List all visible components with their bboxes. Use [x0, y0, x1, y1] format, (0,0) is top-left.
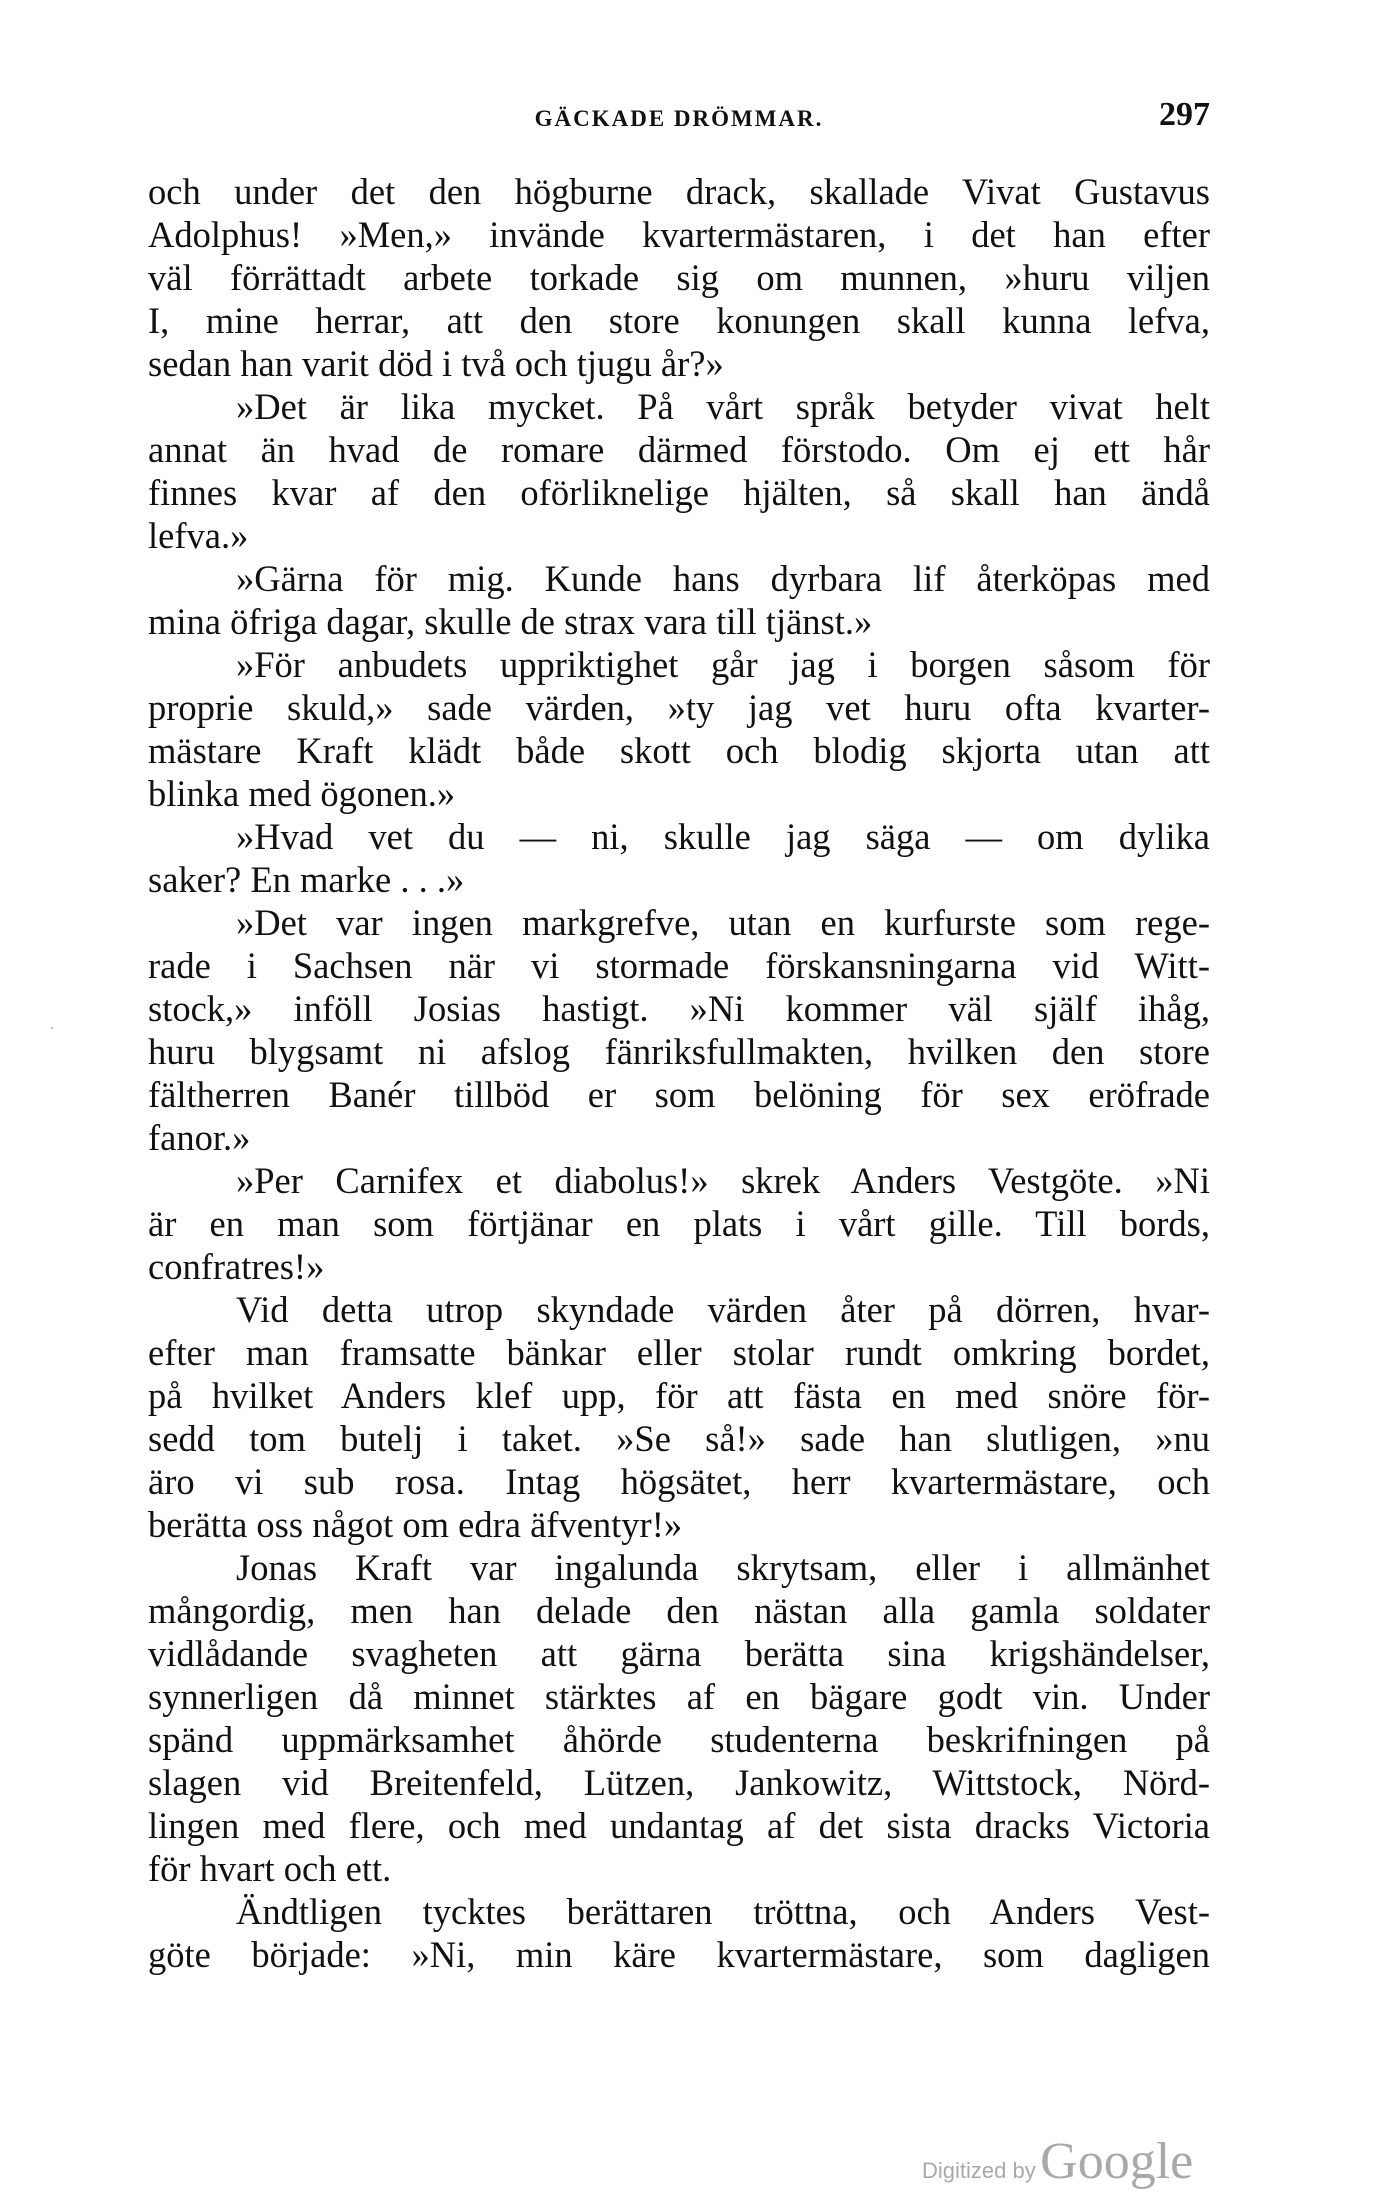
text-line: synnerligen då minnet stärktes af en bägare godt vin. Under — [148, 1676, 1210, 1717]
scan-speck — [51, 1027, 53, 1029]
text-line: och under det den högburne drack, skallade Vivat Gustavus — [148, 171, 1210, 212]
text-line: mästare Kraft klädt både skott och blodig skjorta utan att — [148, 730, 1210, 771]
text-line: Vid detta utrop skyndade värden åter på dörren, hvar- — [236, 1289, 1210, 1330]
text-line: saker? En marke . . .» — [148, 859, 465, 900]
running-title: GÄCKADE DRÖMMAR. — [534, 106, 824, 131]
text-line: annat än hvad de romare därmed förstodo. Om ej ett hår — [148, 429, 1210, 470]
text-line: Jonas Kraft var ingalunda skrytsam, eller i allmänhet — [236, 1547, 1210, 1588]
text-line: efter man framsatte bänkar eller stolar rundt omkring bordet, — [148, 1332, 1210, 1373]
text-line: göte började: »Ni, min käre kvartermästare, som dagligen — [148, 1934, 1210, 1975]
text-line: fältherren Banér tillböd er som belöning för sex eröfrade — [148, 1074, 1210, 1115]
text-line: confratres!» — [148, 1246, 325, 1287]
page-header — [148, 96, 1210, 146]
text-line: väl förrättadt arbete torkade sig om munnen, »huru viljen — [148, 257, 1210, 298]
text-line: »Hvad vet du — ni, skulle jag säga — om dylika — [236, 816, 1210, 857]
text-line: spänd uppmärksamhet åhörde studenterna beskrifningen på — [148, 1719, 1210, 1760]
page-number: 297 — [1159, 96, 1210, 133]
text-line: fanor.» — [148, 1117, 251, 1158]
text-line: sedan han varit död i två och tjugu år?» — [148, 343, 724, 384]
text-line: »Det är lika mycket. På vårt språk betyder vivat helt — [236, 386, 1210, 427]
text-line: huru blygsamt ni afslog fänriksfullmakten, hvilken den store — [148, 1031, 1210, 1072]
watermark-prefix: Digitized by — [922, 2158, 1036, 2183]
text-line: proprie skuld,» sade värden, »ty jag vet huru ofta kvarter- — [148, 687, 1210, 728]
text-line: äro vi sub rosa. Intag högsätet, herr kvartermästare, och — [148, 1461, 1210, 1502]
text-line: mina öfriga dagar, skulle de strax vara till tjänst.» — [148, 601, 873, 642]
text-line: Adolphus! »Men,» invände kvartermästaren, i det han efter — [148, 214, 1210, 255]
body-text — [148, 170, 1210, 1976]
text-line: »För anbudets uppriktighet går jag i borgen såsom för — [236, 644, 1210, 685]
text-line: mångordig, men han delade den nästan alla gamla soldater — [148, 1590, 1210, 1631]
text-line: är en man som förtjänar en plats i vårt gille. Till bords, — [148, 1203, 1210, 1244]
text-line: I, mine herrar, att den store konungen skall kunna lefva, — [148, 300, 1210, 341]
text-line: sedd tom butelj i taket. »Se så!» sade han slutligen, »nu — [148, 1418, 1210, 1459]
text-line: »Det var ingen markgrefve, utan en kurfurste som rege- — [236, 902, 1210, 943]
text-line: »Per Carnifex et diabolus!» skrek Anders Vestgöte. »Ni — [236, 1160, 1210, 1201]
text-line: blinka med ögonen.» — [148, 773, 456, 814]
text-line: på hvilket Anders klef upp, för att fästa en med snöre för- — [148, 1375, 1210, 1416]
text-line: vidlådande svagheten att gärna berätta sina krigshändelser, — [148, 1633, 1210, 1674]
text-line: »Gärna för mig. Kunde hans dyrbara lif återköpas med — [236, 558, 1210, 599]
text-line: Ändtligen tycktes berättaren tröttna, och Anders Vest- — [236, 1891, 1210, 1932]
text-line: berätta oss något om edra äfventyr!» — [148, 1504, 683, 1545]
text-line: lingen med flere, och med undantag af det sista dracks Victoria — [148, 1805, 1210, 1846]
google-logo: Google — [1040, 2133, 1194, 2190]
text-line: lefva.» — [148, 515, 249, 556]
text-line: rade i Sachsen när vi stormade förskansningarna vid Witt- — [148, 945, 1210, 986]
text-line: för hvart och ett. — [148, 1848, 392, 1889]
text-line: finnes kvar af den oförliknelige hjälten, så skall han ändå — [148, 472, 1210, 513]
digitized-by-watermark — [922, 2132, 1193, 2191]
text-line: stock,» inföll Josias hastigt. »Ni kommer väl själf ihåg, — [148, 988, 1210, 1029]
text-line: slagen vid Breitenfeld, Lützen, Jankowitz, Wittstock, Nörd- — [148, 1762, 1210, 1803]
